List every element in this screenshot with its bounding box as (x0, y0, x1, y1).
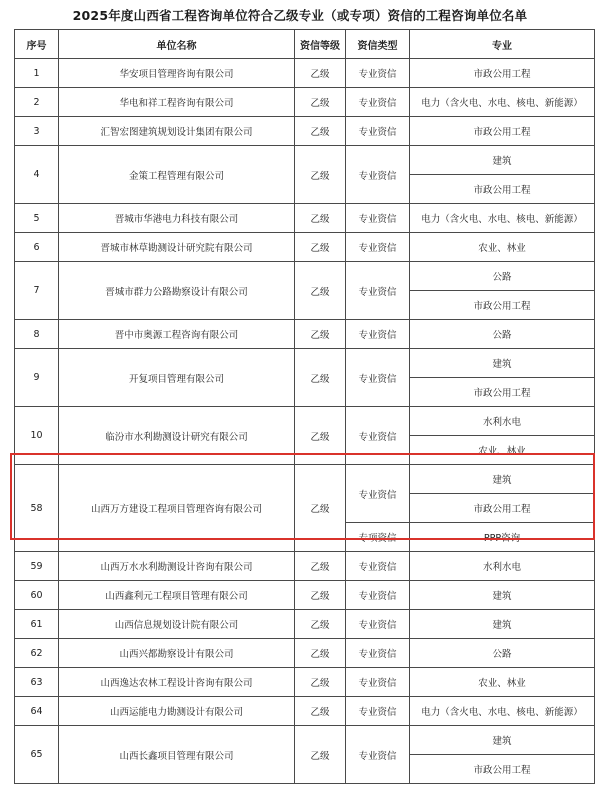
qualification-type-cell: 专业资信 (346, 552, 410, 581)
header-major: 专业 (410, 30, 595, 59)
major-cell: 公路 (410, 262, 595, 291)
serial-cell: 3 (15, 117, 59, 146)
serial-cell: 7 (15, 262, 59, 320)
table-header-row (15, 30, 595, 59)
qualification-type-cell: 专业资信 (346, 146, 410, 204)
qualification-level-cell: 乙级 (295, 465, 346, 552)
qualification-type-cell: 专项资信 (346, 523, 410, 552)
major-cell: 建筑 (410, 581, 595, 610)
company-name-cell: 华安项目管理咨询有限公司 (59, 59, 295, 88)
serial-cell: 6 (15, 233, 59, 262)
qualification-table (14, 29, 595, 784)
serial-cell: 4 (15, 146, 59, 204)
qualification-type-cell: 专业资信 (346, 233, 410, 262)
table-row (15, 697, 595, 726)
company-name-cell: 山西运能电力勘测设计有限公司 (59, 697, 295, 726)
qualification-level-cell: 乙级 (295, 88, 346, 117)
header-serial: 序号 (15, 30, 59, 59)
major-cell: 建筑 (410, 726, 595, 755)
major-cell: 建筑 (410, 349, 595, 378)
table-row (15, 117, 595, 146)
header-company-name: 单位名称 (59, 30, 295, 59)
major-cell: 水利水电 (410, 552, 595, 581)
qualification-level-cell: 乙级 (295, 262, 346, 320)
serial-cell: 65 (15, 726, 59, 784)
table-row (15, 639, 595, 668)
serial-cell: 60 (15, 581, 59, 610)
major-cell: 农业、林业 (410, 668, 595, 697)
qualification-level-cell: 乙级 (295, 59, 346, 88)
serial-cell: 59 (15, 552, 59, 581)
page-title: 2025年度山西省工程咨询单位符合乙级专业（或专项）资信的工程咨询单位名单 (72, 8, 528, 23)
company-name-cell: 山西万方建设工程项目管理咨询有限公司 (59, 465, 295, 552)
qualification-level-cell: 乙级 (295, 726, 346, 784)
table-row (15, 349, 595, 378)
qualification-level-cell: 乙级 (295, 552, 346, 581)
major-cell: 市政公用工程 (410, 117, 595, 146)
company-name-cell: 山西鑫利元工程项目管理有限公司 (59, 581, 295, 610)
table-row (15, 552, 595, 581)
qualification-level-cell: 乙级 (295, 117, 346, 146)
company-name-cell: 晋城市华港电力科技有限公司 (59, 204, 295, 233)
major-cell: 市政公用工程 (410, 291, 595, 320)
table-row (15, 465, 595, 494)
serial-cell: 63 (15, 668, 59, 697)
company-name-cell: 开复项目管理有限公司 (59, 349, 295, 407)
serial-cell: 5 (15, 204, 59, 233)
major-cell: 市政公用工程 (410, 755, 595, 784)
major-cell: 市政公用工程 (410, 494, 595, 523)
qualification-type-cell: 专业资信 (346, 610, 410, 639)
company-name-cell: 金策工程管理有限公司 (59, 146, 295, 204)
table-row (15, 668, 595, 697)
qualification-level-cell: 乙级 (295, 610, 346, 639)
header-qualification-level: 资信等级 (295, 30, 346, 59)
qualification-type-cell: 专业资信 (346, 465, 410, 523)
qualification-type-cell: 专业资信 (346, 88, 410, 117)
company-name-cell: 汇智宏图建筑规划设计集团有限公司 (59, 117, 295, 146)
table-row (15, 320, 595, 349)
qualification-level-cell: 乙级 (295, 581, 346, 610)
major-cell: 公路 (410, 639, 595, 668)
qualification-type-cell: 专业资信 (346, 697, 410, 726)
major-cell: 市政公用工程 (410, 378, 595, 407)
company-name-cell: 晋城市林草勘测设计研究院有限公司 (59, 233, 295, 262)
header-qualification-type: 资信类型 (346, 30, 410, 59)
qualification-level-cell: 乙级 (295, 320, 346, 349)
major-cell: 市政公用工程 (410, 175, 595, 204)
qualification-level-cell: 乙级 (295, 204, 346, 233)
qualification-type-cell: 专业资信 (346, 407, 410, 465)
qualification-level-cell: 乙级 (295, 146, 346, 204)
company-name-cell: 晋中市奥源工程咨询有限公司 (59, 320, 295, 349)
table-row (15, 146, 595, 175)
qualification-type-cell: 专业资信 (346, 204, 410, 233)
company-name-cell: 晋城市群力公路勘察设计有限公司 (59, 262, 295, 320)
serial-cell: 58 (15, 465, 59, 552)
serial-cell: 9 (15, 349, 59, 407)
table-row (15, 726, 595, 755)
serial-cell: 2 (15, 88, 59, 117)
qualification-level-cell: 乙级 (295, 668, 346, 697)
qualification-type-cell: 专业资信 (346, 262, 410, 320)
table-row (15, 610, 595, 639)
qualification-type-cell: 专业资信 (346, 581, 410, 610)
major-cell: 农业、林业 (410, 436, 595, 465)
qualification-level-cell: 乙级 (295, 349, 346, 407)
table-row (15, 407, 595, 436)
qualification-level-cell: 乙级 (295, 697, 346, 726)
company-name-cell: 山西长鑫项目管理有限公司 (59, 726, 295, 784)
major-cell: 水利水电 (410, 407, 595, 436)
major-cell: 建筑 (410, 146, 595, 175)
major-cell: 电力（含火电、水电、核电、新能源） (410, 88, 595, 117)
qualification-type-cell: 专业资信 (346, 320, 410, 349)
major-cell: 建筑 (410, 465, 595, 494)
serial-cell: 61 (15, 610, 59, 639)
company-name-cell: 山西兴都勘察设计有限公司 (59, 639, 295, 668)
major-cell: 电力（含火电、水电、核电、新能源） (410, 204, 595, 233)
major-cell: 电力（含火电、水电、核电、新能源） (410, 697, 595, 726)
serial-cell: 1 (15, 59, 59, 88)
table-row (15, 581, 595, 610)
qualification-type-cell: 专业资信 (346, 668, 410, 697)
table-row (15, 233, 595, 262)
major-cell: PPP咨询 (410, 523, 595, 552)
table-row (15, 204, 595, 233)
company-name-cell: 临汾市水利勘测设计研究有限公司 (59, 407, 295, 465)
qualification-level-cell: 乙级 (295, 639, 346, 668)
serial-cell: 62 (15, 639, 59, 668)
company-name-cell: 山西逸达农林工程设计咨询有限公司 (59, 668, 295, 697)
major-cell: 市政公用工程 (410, 59, 595, 88)
qualification-level-cell: 乙级 (295, 233, 346, 262)
serial-cell: 10 (15, 407, 59, 465)
qualification-type-cell: 专业资信 (346, 117, 410, 146)
qualification-type-cell: 专业资信 (346, 349, 410, 407)
major-cell: 建筑 (410, 610, 595, 639)
major-cell: 公路 (410, 320, 595, 349)
table-row (15, 88, 595, 117)
company-name-cell: 山西信息规划设计院有限公司 (59, 610, 295, 639)
qualification-type-cell: 专业资信 (346, 59, 410, 88)
company-name-cell: 华电和祥工程咨询有限公司 (59, 88, 295, 117)
company-name-cell: 山西万水水利勘测设计咨询有限公司 (59, 552, 295, 581)
qualification-type-cell: 专业资信 (346, 726, 410, 784)
qualification-level-cell: 乙级 (295, 407, 346, 465)
serial-cell: 64 (15, 697, 59, 726)
qualification-type-cell: 专业资信 (346, 639, 410, 668)
serial-cell: 8 (15, 320, 59, 349)
table-row (15, 59, 595, 88)
major-cell: 农业、林业 (410, 233, 595, 262)
table-row (15, 262, 595, 291)
